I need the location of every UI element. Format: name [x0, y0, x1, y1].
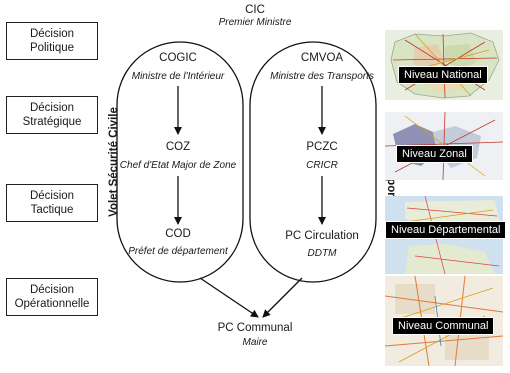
cic-title: CIC — [245, 4, 265, 16]
level-box-operationnelle: Décision Opérationnelle — [6, 278, 98, 316]
cmvoa-title: CMVOA — [300, 52, 344, 64]
level-box-strategique: Décision Stratégique — [6, 96, 98, 134]
arrow-civil-to-communal — [200, 278, 258, 317]
pczc-title: PCZC — [306, 141, 338, 153]
cmvoa-subtitle: Ministre des Transports — [270, 71, 374, 82]
cod-title: COD — [165, 228, 191, 240]
pczc-subtitle: CRICR — [306, 160, 338, 171]
cogic-title: COGIC — [159, 52, 197, 64]
map-national — [385, 30, 503, 100]
pc-communal-subtitle: Maire — [242, 337, 268, 348]
level-box-politique: Décision Politique — [6, 22, 98, 60]
coz-subtitle: Chef d'Etat Major de Zone — [119, 160, 237, 171]
pc-communal-title: PC Communal — [217, 322, 293, 334]
coz-title: COZ — [165, 141, 191, 153]
cic-subtitle: Premier Ministre — [218, 17, 292, 28]
pc-circulation-subtitle: DDTM — [307, 248, 337, 259]
map-label-departemental: Niveau Départemental — [385, 221, 506, 239]
map-label-national: Niveau National — [398, 66, 488, 84]
cogic-subtitle: Ministre de l'Intérieur — [131, 71, 225, 82]
france-map-image — [385, 30, 503, 100]
civil-volet-label: Volet Sécurité Civile — [108, 107, 120, 217]
cod-subtitle: Préfet de département — [128, 246, 228, 257]
pc-circulation-title: PC Circulation — [285, 230, 359, 242]
map-label-communal: Niveau Communal — [392, 317, 494, 335]
arrow-transport-to-communal — [263, 278, 302, 317]
level-box-tactique: Décision Tactique — [6, 184, 98, 222]
map-label-zonal: Niveau Zonal — [396, 145, 473, 163]
